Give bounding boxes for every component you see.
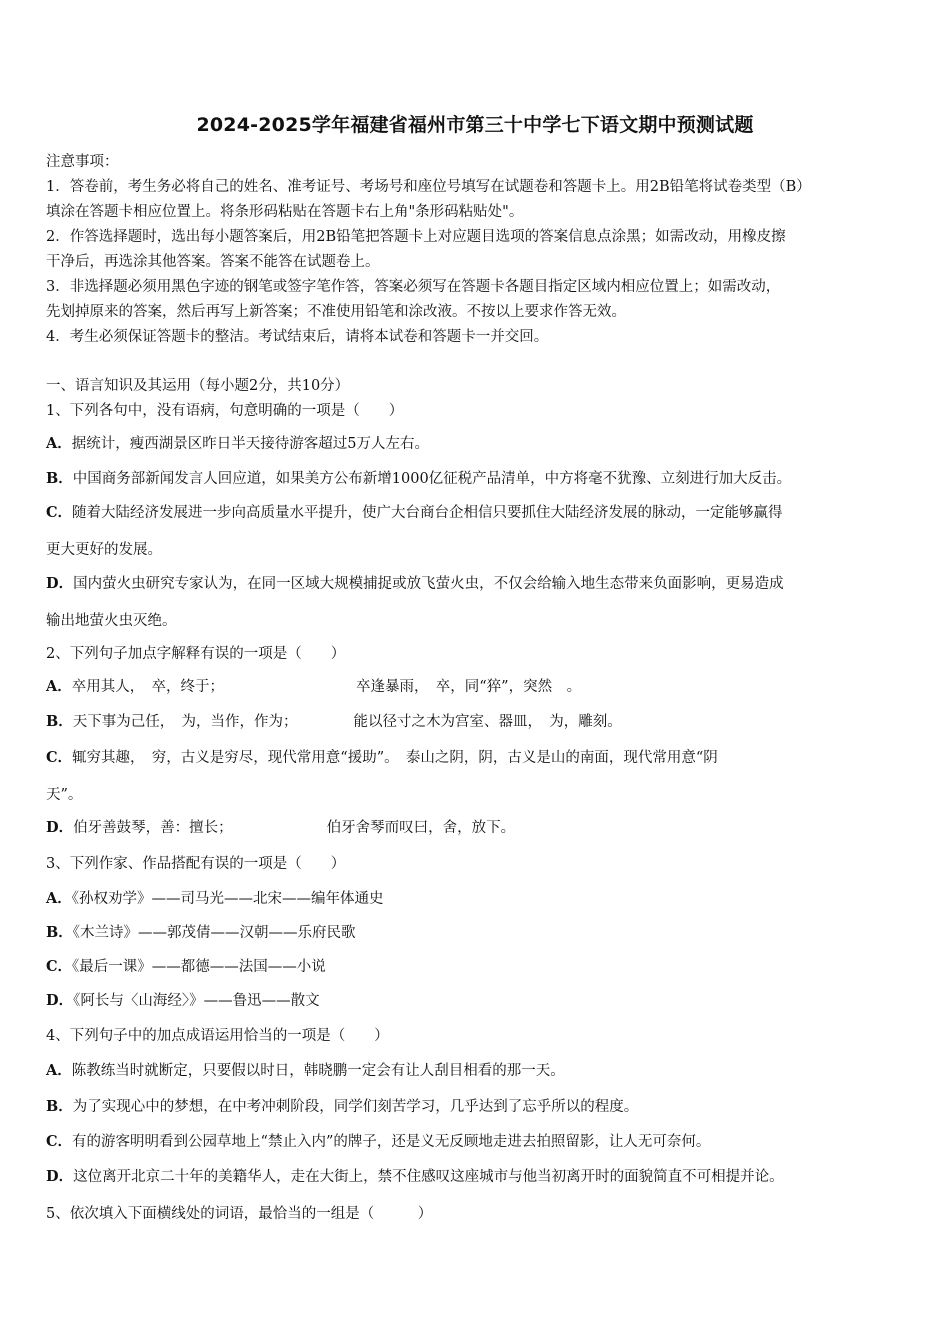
q5-stem: 5、依次填入下面横线处的词语，最恰当的一组是（ ） xyxy=(46,1206,433,1222)
q3-option-b xyxy=(46,923,904,943)
option-label: D． xyxy=(46,1168,74,1185)
q3-stem: 3、下列作家、作品搭配有误的一项是（ ） xyxy=(46,856,346,872)
notice-heading: 注意事项： xyxy=(46,154,119,170)
q1-option-d-cont: 输出地萤火虫灭绝。 xyxy=(46,613,177,629)
q2-option-a xyxy=(46,677,904,697)
option-label: C． xyxy=(46,958,73,975)
notice-line-3: 2．作答选择题时，选出每小题答案后，用2B铅笔把答题卡上对应题目选项的答案信息点涂黑；如需改动，用橡皮擦 xyxy=(46,229,786,245)
option-label: B． xyxy=(46,470,73,487)
option-text-2: 伯牙舍琴而叹曰，舍，放下。 xyxy=(326,820,516,836)
option-text: 卒用其人， 卒，终于； xyxy=(71,679,225,695)
option-label: B． xyxy=(46,713,73,730)
q1-option-b xyxy=(46,469,904,489)
notice-line-7: 4．考生必须保证答题卡的整洁。考试结束后，请将本试卷和答题卡一并交回。 xyxy=(46,329,549,345)
option-text: 《木兰诗》——郭茂倩——汉朝——乐府民歌 xyxy=(72,925,356,941)
q1-option-c xyxy=(46,503,904,523)
option-text: 陈教练当时就断定，只要假以时日，韩晓鹏一定会有让人刮目相看的那一天。 xyxy=(71,1063,565,1079)
option-label: C． xyxy=(46,504,73,521)
notice-line-6: 先划掉原来的答案，然后再写上新答案；不准使用铅笔和涂改液。不按以上要求作答无效。 xyxy=(46,304,626,320)
option-label: C． xyxy=(46,749,73,766)
q3-option-a xyxy=(46,889,904,909)
q4-stem: 4、下列句子中的加点成语运用恰当的一项是（ ） xyxy=(46,1028,389,1044)
option-text: 《最后一课》——都德——法国——小说 xyxy=(72,959,326,975)
notice-line-5: 3．非选择题必须用黑色字迹的钢笔或签字笔作答，答案必须写在答题卡各题目指定区域内相应位置上；如需改动， xyxy=(46,279,781,295)
page-title: 2024-2025学年福建省福州市第三十中学七下语文期中预测试题 xyxy=(196,114,754,136)
q4-option-b xyxy=(46,1097,904,1117)
option-label: B． xyxy=(46,1098,73,1115)
option-text: 为了实现心中的梦想，在中考冲刺阶段，同学们刻苦学习，几乎达到了忘乎所以的程度。 xyxy=(72,1099,639,1115)
q3-option-d xyxy=(46,991,904,1011)
q4-option-c xyxy=(46,1132,904,1152)
option-text: 随着大陆经济发展进一步向高质量水平提升，使广大台商台企相信只要抓住大陆经济发展的脉动，一定能够赢得 xyxy=(72,505,783,521)
option-text: 据统计，瘦西湖景区昨日半天接待游客超过5万人左右。 xyxy=(71,436,429,452)
q2-option-c xyxy=(46,748,904,768)
option-text: 有的游客明明看到公园草地上“禁止入内”的牌子，还是义无反顾地走进去拍照留影，让人无可奈何。 xyxy=(72,1134,711,1150)
q2-option-b xyxy=(46,712,904,732)
notice-line-1: 1．答卷前，考生务必将自己的姓名、准考证号、考场号和座位号填写在试题卷和答题卡上。用2B铅笔将试卷类型（B） xyxy=(46,179,811,195)
option-text: 天下事为己任， 为，当作，作为； xyxy=(72,714,298,730)
q1-option-d xyxy=(46,574,904,594)
option-label: C． xyxy=(46,1133,73,1150)
option-label: A． xyxy=(46,678,72,695)
option-label: A． xyxy=(46,890,72,907)
option-label: A． xyxy=(46,1062,72,1079)
option-text: 中国商务部新闻发言人回应道，如果美方公布新增1000亿征税产品清单，中方将毫不犹豫、立刻进行加大反击。 xyxy=(72,471,792,487)
section-heading: 一、语言知识及其运用（每小题2分，共10分） xyxy=(46,378,350,394)
option-label: D． xyxy=(46,992,74,1009)
q2-stem: 2、下列句子加点字解释有误的一项是（ ） xyxy=(46,646,346,662)
notice-line-2: 填涂在答题卡相应位置上。将条形码粘贴在答题卡右上角"条形码粘贴处"。 xyxy=(46,204,524,220)
q1-stem: 1、下列各句中，没有语病，句意明确的一项是（ ） xyxy=(46,403,404,419)
notice-line-4: 干净后，再选涂其他答案。答案不能答在试题卷上。 xyxy=(46,254,380,270)
option-label: B． xyxy=(46,924,73,941)
option-label: A． xyxy=(46,435,72,452)
option-text: 《阿长与〈山海经〉》——鲁迅——散文 xyxy=(73,993,320,1009)
q1-option-c-cont: 更大更好的发展。 xyxy=(46,542,162,558)
option-text-2: 能以径寸之木为宫室、器皿， 为，雕刻。 xyxy=(353,714,622,730)
q1-option-a xyxy=(46,434,904,454)
option-text: 《孙权劝学》——司马光——北宋——编年体通史 xyxy=(71,891,384,907)
option-text-2: 卒逢暴雨， 卒，同“猝”，突然 。 xyxy=(356,679,582,695)
q4-option-d xyxy=(46,1167,904,1187)
q2-option-c-cont: 天”。 xyxy=(46,787,83,803)
q2-option-d xyxy=(46,818,904,838)
option-text: 这位离开北京二十年的美籍华人，走在大街上，禁不住感叹这座城市与他当初离开时的面貌简直不可相提并论。 xyxy=(73,1169,784,1185)
option-text: 伯牙善鼓琴，善：擅长； xyxy=(73,820,233,836)
q4-option-a xyxy=(46,1061,904,1081)
option-text: 国内萤火虫研究专家认为，在同一区域大规模捕捉或放飞萤火虫，不仅会给输入地生态带来负面影响，更易造成 xyxy=(73,576,784,592)
option-label: D． xyxy=(46,819,74,836)
option-text: 辄穷其趣， 穷，古义是穷尽，现代常用意“援助”。 泰山之阴，阴，古义是山的南面，现代常用意“阴 xyxy=(72,750,718,766)
option-label: D． xyxy=(46,575,74,592)
q3-option-c xyxy=(46,957,904,977)
